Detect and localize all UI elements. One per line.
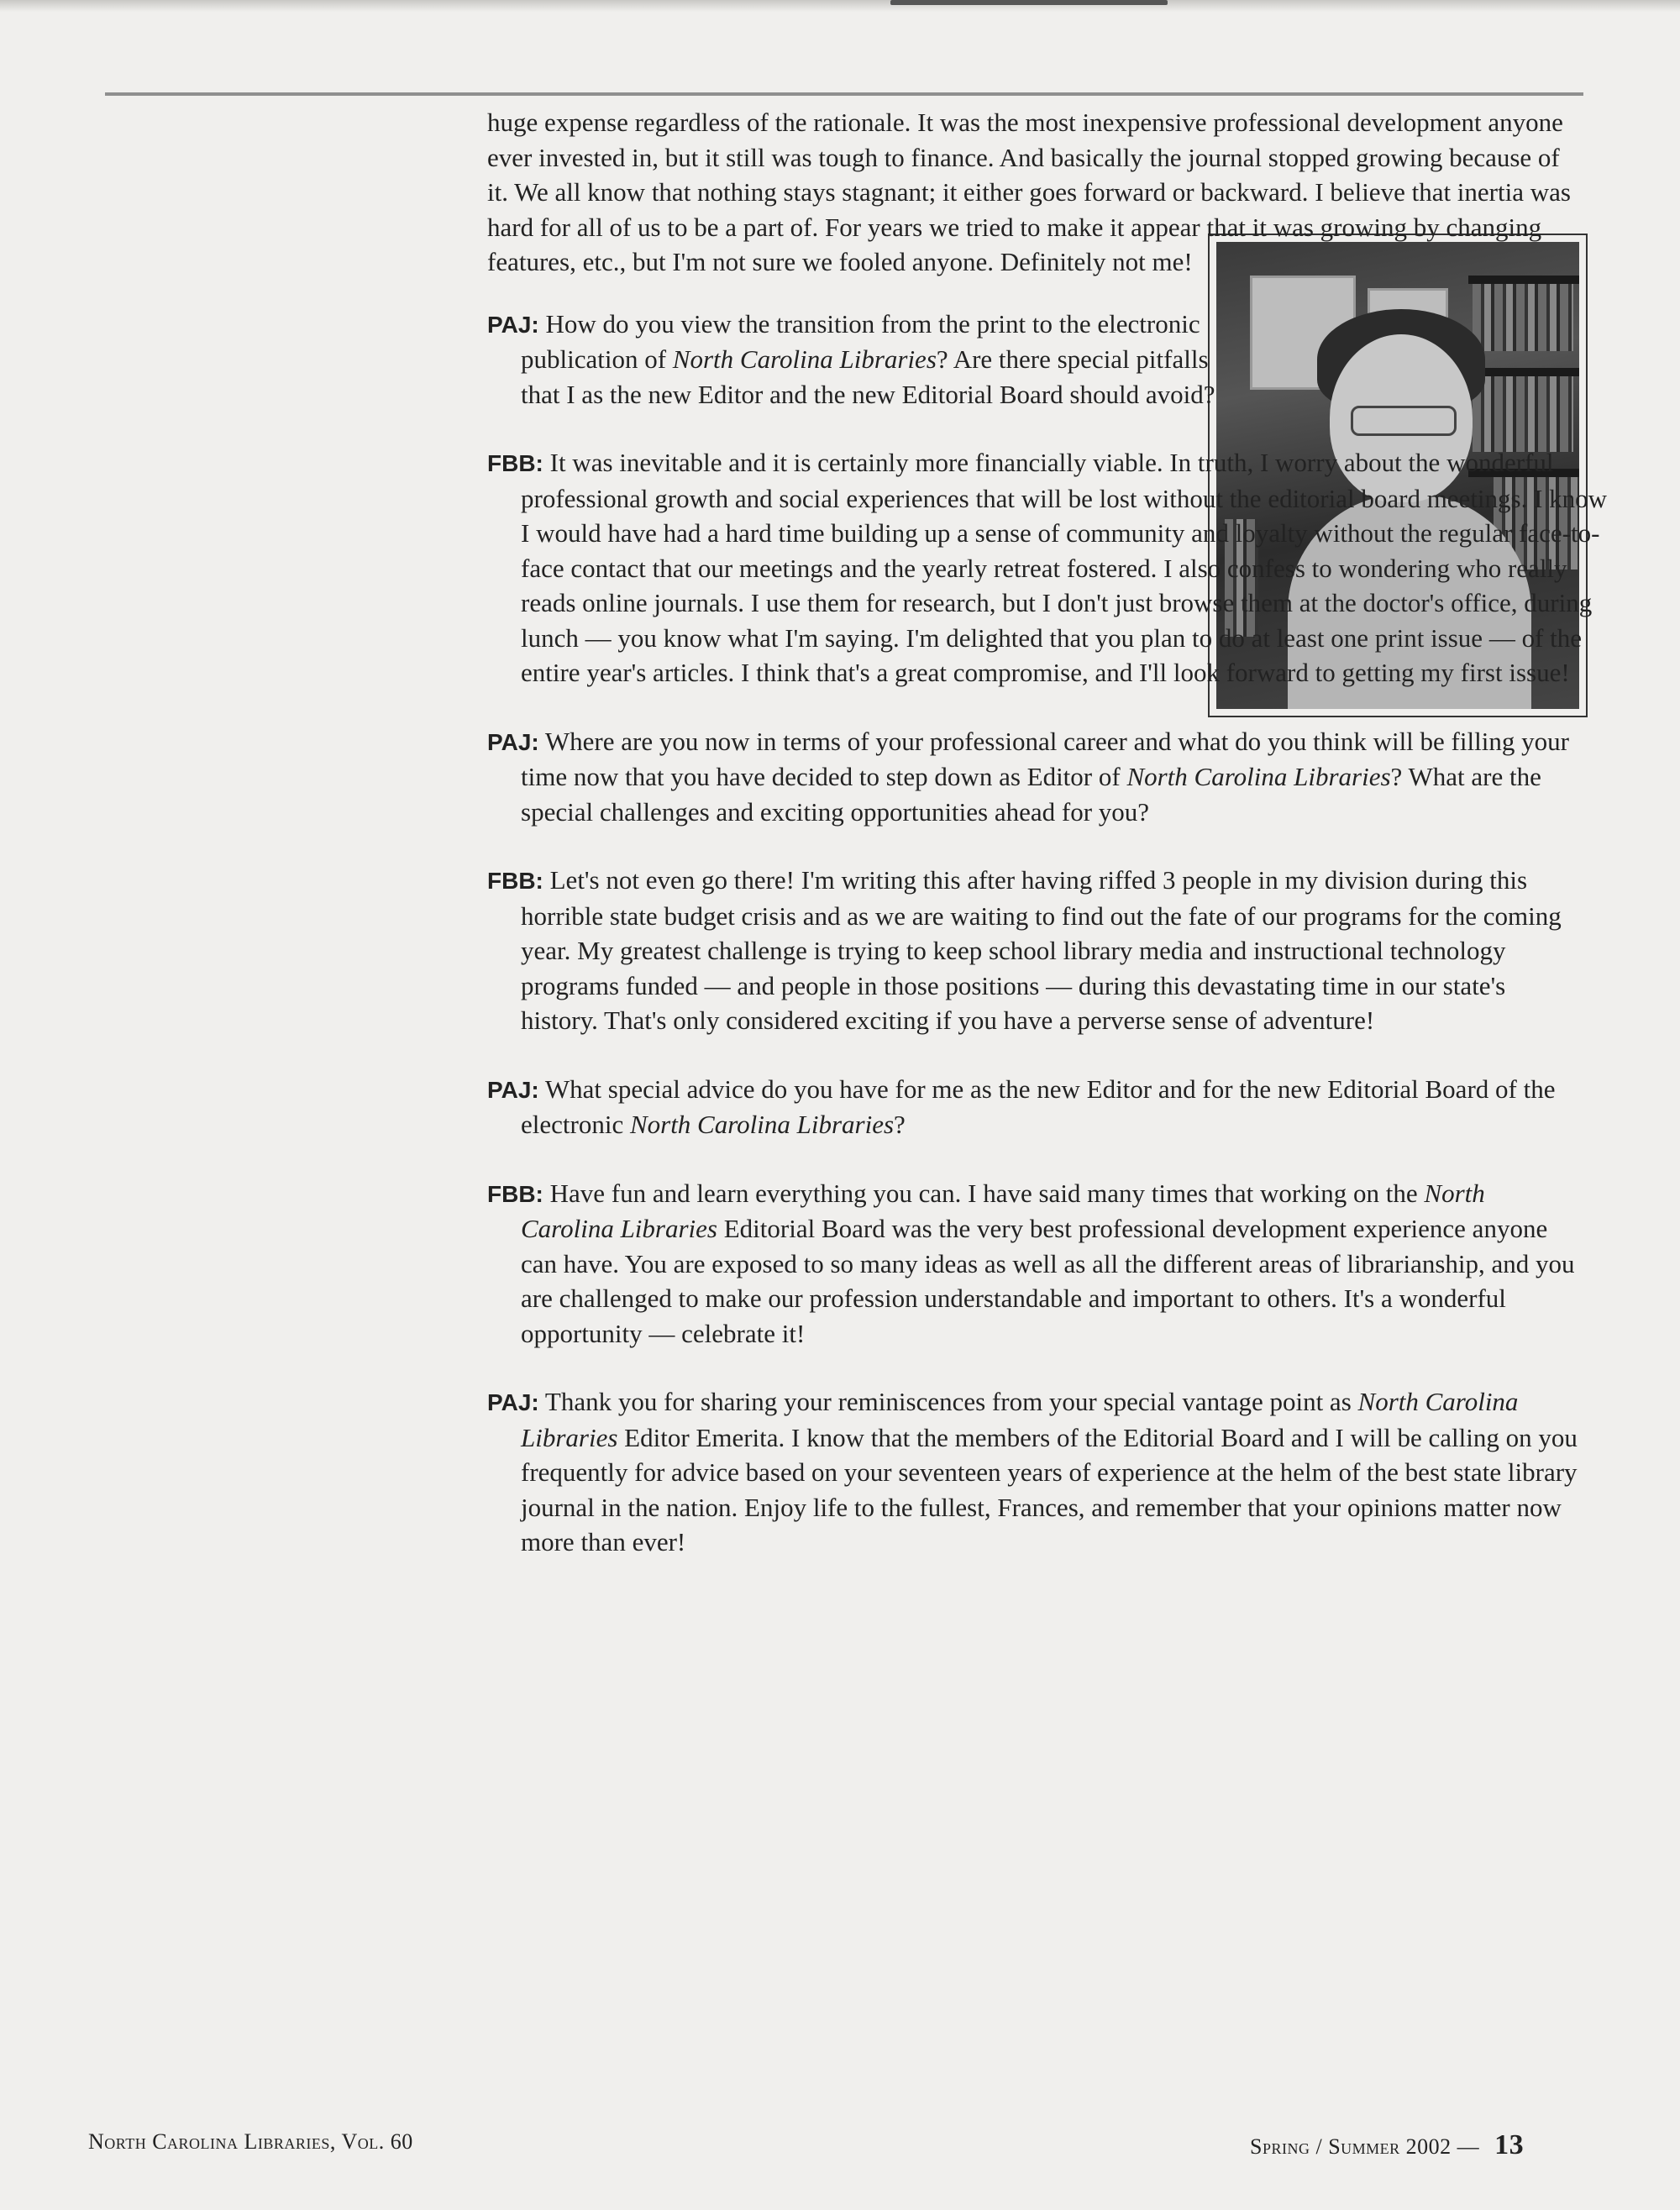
- top-mark: [890, 0, 1168, 5]
- question-text: ? What are the special challenges and exciting opportunities ahead for you?: [521, 762, 1541, 827]
- footer-issue-date: Spring / Summer 2002 —: [1250, 2134, 1480, 2159]
- question-text: How do you view the transition from the print to the electronic publication of: [521, 308, 1200, 374]
- intro-text: huge expense regardless of the rationale. It was the most inexpensive professional development anyone ever invested in, but it still was tough to finance. And basically the journal stopped growing because of it. We all know that nothing stays stagnant; it either goes forward or backward. I believe that inertia was hard for all of us to be a part of. For years we tried to make it appear that it was growing by changing features, etc., but I'm not sure we fooled anyone. Definitely not me!: [487, 108, 1571, 276]
- question-text: What special advice do you have for me as the new Editor and for the new Editorial Board of the electronic: [521, 1074, 1556, 1139]
- paragraph-intro: [487, 105, 1579, 280]
- question-text: Thank you for sharing your reminiscences from your special vantage point as: [538, 1387, 1358, 1416]
- question-text: ?: [894, 1110, 906, 1139]
- speaker-label: PAJ:: [487, 1076, 539, 1103]
- question-3: [487, 1072, 1579, 1142]
- response-text: It was inevitable and it is certainly more financially viable. In truth, I worry about the wonderful professional growth and social experiences that will be lost without the editorial board meetings. I know I would have had a hard time building up a sense of community and loyalty without the regular face-to-face contact that our meetings and the yearly retreat fostered. I also confess to wondering who really reads online journals. I use them for research, but I don't just browse them at the doctor's office, during lunch — you know what I'm saying. I'm delighted that you plan to do at least one print issue — of the entire year's articles. I think that's a great compromise, and I'll look forward to getting my first issue!: [521, 448, 1608, 687]
- response-text: Editorial Board was the very best professional development experience anyone can have. You are exposed to so many ideas as well as all the different areas of librarianship, and you are challenged to make our profession understandable and important to others. It's a wonderful opportunity — celebrate it!: [521, 1214, 1575, 1348]
- top-rule: [105, 92, 1583, 96]
- speaker-label: PAJ:: [487, 1389, 539, 1415]
- response-3: [487, 1176, 1579, 1352]
- footer-issue: [1250, 2129, 1524, 2161]
- speaker-label: FBB:: [487, 450, 543, 476]
- response-text: Have fun and learn everything you can. I have said many times that working on the: [543, 1178, 1425, 1208]
- scan-edge: [0, 0, 1680, 12]
- question-2: [487, 724, 1579, 830]
- publication-title: North Carolina Libraries: [1126, 762, 1391, 791]
- question-1: [487, 307, 1218, 412]
- footer-journal-title: North Carolina Libraries, Vol. 60: [88, 2129, 413, 2154]
- speaker-label: FBB:: [487, 868, 543, 894]
- response-text: Let's not even go there! I'm writing this after having riffed 3 people in my division during this horrible state budget crisis and as we are waiting to find out the fate of our programs for the coming year. My greatest challenge is trying to keep school library media and instructional technology programs funded — and people in those positions — during this devastating time in our state's history. That's only considered exciting if you have a perverse sense of adventure!: [521, 865, 1562, 1035]
- speaker-label: PAJ:: [487, 728, 539, 755]
- response-2: [487, 863, 1579, 1038]
- publication-title: North Carolina Libraries: [629, 1110, 895, 1139]
- question-text: Editor Emerita. I know that the members of the Editorial Board and I will be calling on you frequently for advice based on your seventeen years of experience at the helm of the best state library journal in the nation. Enjoy life to the fullest, Frances, and remember that your opinions matter now more than ever!: [521, 1422, 1578, 1556]
- article-column: [487, 105, 1608, 1560]
- question-text: Where are you now in terms of your professional career and what do you think will be filling your time now that you have decided to step down as Editor of: [521, 726, 1569, 791]
- publication-title: North Carolina Libraries: [521, 1387, 1519, 1452]
- page-number: 13: [1494, 2129, 1525, 2160]
- question-text: ? Are there special pitfalls that I as the new Editor and the new Editorial Board should avoid?: [521, 344, 1215, 409]
- publication-title: North Carolina Libraries: [521, 1178, 1485, 1243]
- speaker-label: FBB:: [487, 1180, 543, 1207]
- question-4: [487, 1384, 1579, 1560]
- speaker-label: PAJ:: [487, 311, 539, 338]
- response-1: [487, 445, 1613, 690]
- publication-title: North Carolina Libraries: [672, 344, 937, 374]
